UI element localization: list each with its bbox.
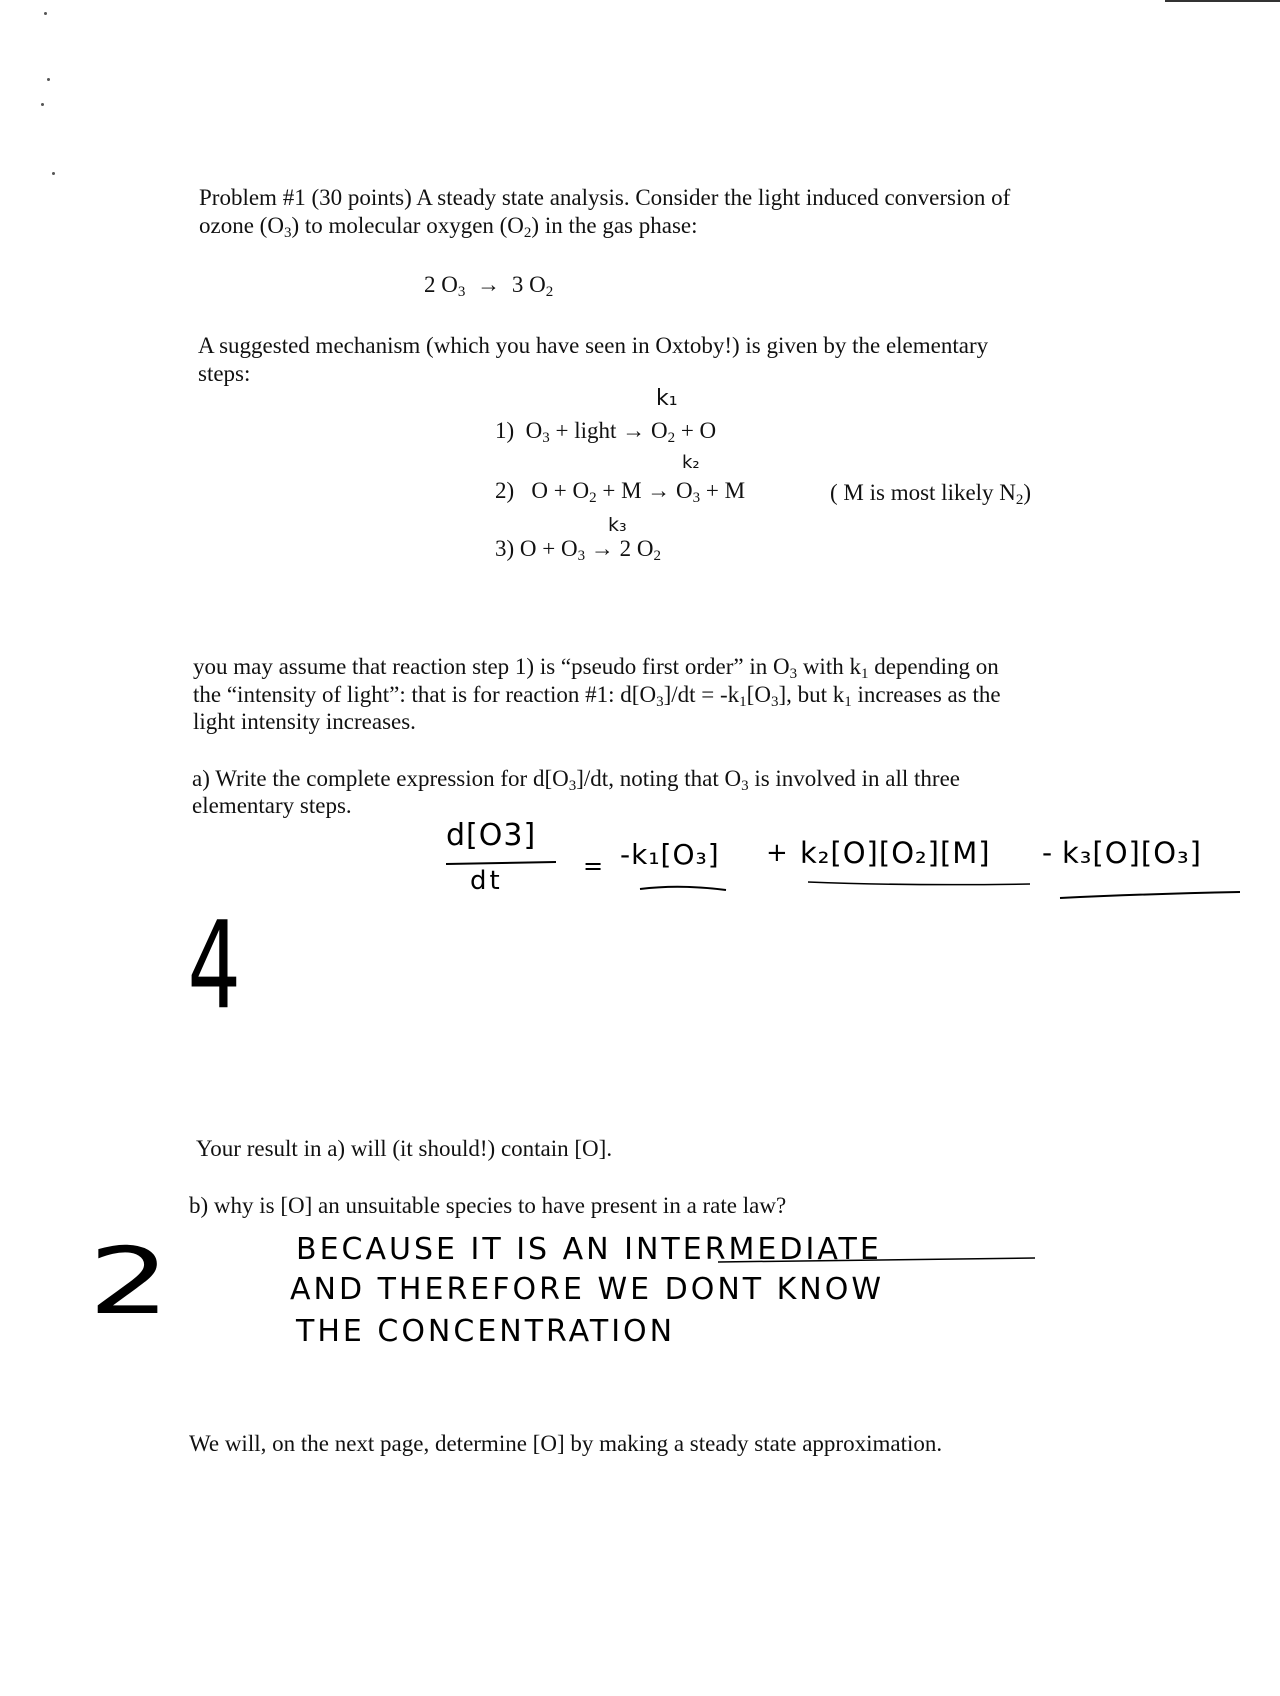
assumption-line3: light intensity increases. [193,709,416,734]
scan-speck [41,103,44,106]
mechanism-step-3: 3) $O + O_3 \to 2$ $O_2$ [495,536,661,564]
score-mark-b: 2 [88,1228,171,1335]
handwritten-minus: - [1042,836,1056,869]
overall-reaction: 2 $O_3 \to 3$ $O_2$ [424,272,554,300]
rate-constant-k1: k₁ [656,386,678,411]
handwritten-term3: k₃[O][O₃] [1062,836,1202,870]
scan-speck [44,12,47,15]
handwritten-answer-b-line3: THE CONCENTRATION [296,1314,676,1349]
handwritten-fraction-numerator: d[O3] [446,818,537,853]
assumption-line1: you may assume that reaction step 1) is “pseudo first order” in $O_3$ with $k_1$ depending on [193,654,999,682]
handwritten-equals: = [583,852,607,880]
assumption-line2: the “intensity of light”: that is for reaction #1: $d[O_3]/dt = -k_1[O_3]$, but $k_1$ increases as the [193,682,1001,710]
mechanism-step-1: 1) $O_3$ + light → $O_2 + O$ [495,418,717,446]
problem-statement-line2: ozone $(O_3)$ to molecular oxygen $(O_2)$ in the gas phase: [199,213,698,241]
scan-edge [1165,0,1280,2]
score-mark-a: 4 [187,897,241,1036]
handwritten-term1: -k₁[O₃] [620,838,720,871]
handwritten-term2: k₂[O][O₂][M] [800,836,991,870]
part-a-question-line1: a) Write the complete expression for $d[O_3]/dt$, noting that $O_3$ is involved in all three [192,766,961,794]
rate-constant-k2: k₂ [682,452,700,473]
rate-constant-k3: k₃ [608,514,627,536]
part-b-question: b) why is [O] an unsuitable species to have present in a rate law? [189,1193,787,1218]
handwritten-answer-b-line1: BECAUSE IT IS AN INTERMEDIATE [296,1232,882,1267]
handwritten-plus: + [766,838,791,868]
part-a-result: Your result in a) will (it should!) contain [O]. [196,1136,613,1161]
part-a-question-line2: elementary steps. [192,793,352,818]
mechanism-intro-line1: A suggested mechanism (which you have seen in Oxtoby!) is given by the elementary [198,333,989,358]
scan-speck [52,172,55,175]
mechanism-intro-line2: steps: [198,361,251,386]
step2-note: ( M is most likely $N_2$) [830,480,1032,508]
handwritten-fraction-denominator: dt [470,866,503,896]
mechanism-step-2: 2) $O + O_2 + M \to O_3 + M$ [495,478,746,506]
problem-statement-line1: Problem #1 (30 points) A steady state analysis. Consider the light induced conversion of [199,185,1011,210]
scan-speck [47,78,50,81]
handwritten-answer-b-line2: AND THEREFORE WE DONT KNOW [290,1272,885,1307]
closing-statement: We will, on the next page, determine [O] by making a steady state approximation. [189,1431,943,1456]
